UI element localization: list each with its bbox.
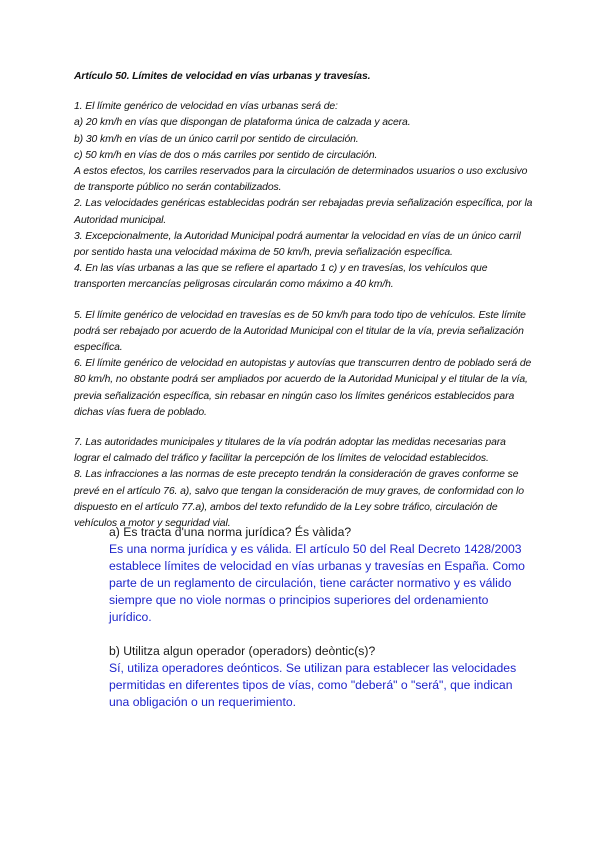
article-line: 4. En las vías urbanas a las que se refiere el apartado 1 c) y en travesías, los vehículos que transporten mercancías peligrosas circularán como máximo a 40 km/h.: [74, 263, 488, 291]
article-line: 1. El límite genérico de velocidad en vías urbanas será de:: [74, 101, 338, 113]
article-line: b) 30 km/h en vías de un único carril por sentido de circulación.: [74, 133, 359, 145]
question-a: a) Es tracta d'una norma jurídica? És vàlida?: [109, 525, 352, 539]
paragraph-group-2: [74, 308, 534, 421]
article-line: 5. El límite genérico de velocidad en travesías es de 50 km/h para todo tipo de vehículos. Este límite podrá ser rebajado por acuerdo de la Autoridad Municipal con el titular de la vía, previa señalización específica.: [74, 309, 526, 354]
article-line: 8. Las infracciones a las normas de este precepto tendrán la consideración de graves conforme se prevé en el artículo 76. a), salvo que tengan la consideración de muy graves, de conformidad con lo dispuesto en el artículo 77.a), ambos del texto refundido de la Ley sobre tráfico, circulación de vehículos a motor y seguridad vial.: [74, 469, 524, 530]
article-line: a) 20 km/h en vías que dispongan de plataforma única de calzada y acera.: [74, 117, 411, 129]
article-line: 6. El límite genérico de velocidad en autopistas y autovías que transcurren dentro de poblado será de 80 km/h, no obstante podrá ser ampliados por acuerdo de la Autoridad Municipal y el titular de la vía, previa señalización específica, sin rebasar en ningún caso los límites genéricos establecidos para dichas vías fuera de poblado.: [74, 358, 532, 418]
answer-a: Es una norma jurídica y es válida. El artículo 50 del Real Decreto 1428/2003 establece límites de velocidad en vías urbanas y travesías en España. Como parte de un reglamento de circulación, tiene carácter normativo y es válido siempre que no viole normas o principios superiores del ordenamiento jurídico.: [109, 542, 525, 624]
paragraph-group-1: [74, 99, 534, 293]
question-b: b) Utilitza algun operador (operadors) deòntic(s)?: [109, 644, 376, 658]
article-text: [74, 69, 534, 532]
paragraph-group-3: [74, 435, 534, 532]
article-line: 3. Excepcionalmente, la Autoridad Municipal podrá aumentar la velocidad en vías de un único carril por sentido hasta una velocidad máxima de 50 km/h, previa señalización específica.: [74, 230, 521, 259]
question-a-block: [109, 524, 534, 626]
question-b-block: [109, 643, 534, 711]
article-line: 2. Las velocidades genéricas establecidas podrán ser rebajadas previa señalización específica, por la Autoridad municipal.: [74, 198, 533, 226]
article-title: Artículo 50. Límites de velocidad en vías urbanas y travesías.: [74, 71, 371, 82]
article-line: c) 50 km/h en vías de dos o más carriles por sentido de circulación.: [74, 149, 378, 161]
article-line: A estos efectos, los carriles reservados para la circulación de determinados usuarios o uso exclusivo de transporte público no serán contabilizados.: [74, 166, 528, 194]
article-line: 7. Las autoridades municipales y titulares de la vía podrán adoptar las medidas necesarias para lograr el calmado del tráfico y facilitar la percepción de los límites de velocidad establecidos.: [74, 437, 506, 465]
answer-b: Sí, utiliza operadores deónticos. Se utilizan para establecer las velocidades permitidas en diferentes tipos de vías, como "deberá" o "será", que indican una obligación o un requerimiento.: [109, 661, 517, 709]
